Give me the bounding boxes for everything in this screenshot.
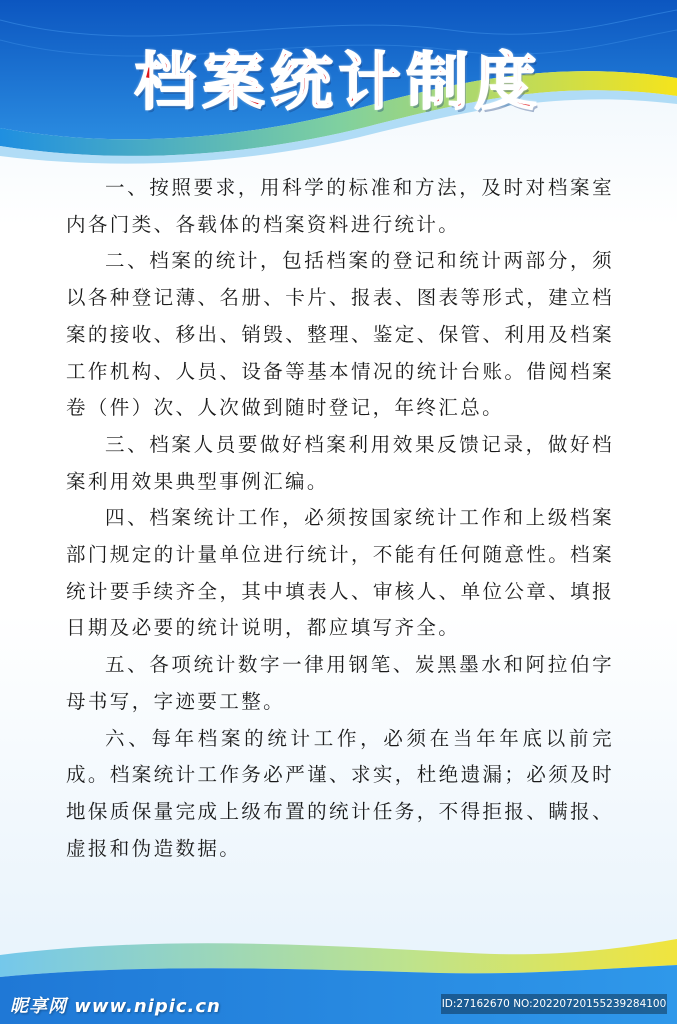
site-watermark-logo: 昵享网 www.nipic.cn [10, 996, 221, 1017]
paragraph: 六、每年档案的统计工作，必须在当年年底以前完成。档案统计工作务必严谨、求实，杜绝遗漏；必须及时地保质保量完成上级布置的统计任务，不得拒报、瞒报、虚报和伪造数据。 [66, 726, 614, 860]
paragraph: 二、档案的统计，包括档案的登记和统计两部分，须以各种登记薄、名册、卡片、报表、图表等形式，建立档案的接收、移出、销毁、整理、鉴定、保管、利用及档案工作机构、人员、设备等基本情况的统计台账。借阅档案卷（件）次、人次做到随时登记，年终汇总。 [66, 249, 614, 420]
page-title: 档案统计制度 [134, 45, 543, 118]
regulation-body [66, 170, 614, 867]
paragraph: 三、档案人员要做好档案利用效果反馈记录，做好档案利用效果典型事例汇编。 [66, 432, 614, 493]
paragraph: 四、档案统计工作，必须按国家统计工作和上级档案部门规定的计量单位进行统计，不能有任何随意性。档案统计要手续齐全，其中填表人、审核人、单位公章、填报日期及必要的统计说明，都应填写齐全。 [66, 506, 614, 640]
paragraph: 一、按照要求，用科学的标准和方法，及时对档案室内各门类、各载体的档案资料进行统计。 [66, 176, 614, 236]
paragraph: 五、各项统计数字一律用钢笔、炭黑墨水和阿拉伯字母书写，字迹要工整。 [66, 653, 614, 713]
image-id-watermark: ID:27162670 NO:20220720155239284100 [441, 994, 667, 1014]
